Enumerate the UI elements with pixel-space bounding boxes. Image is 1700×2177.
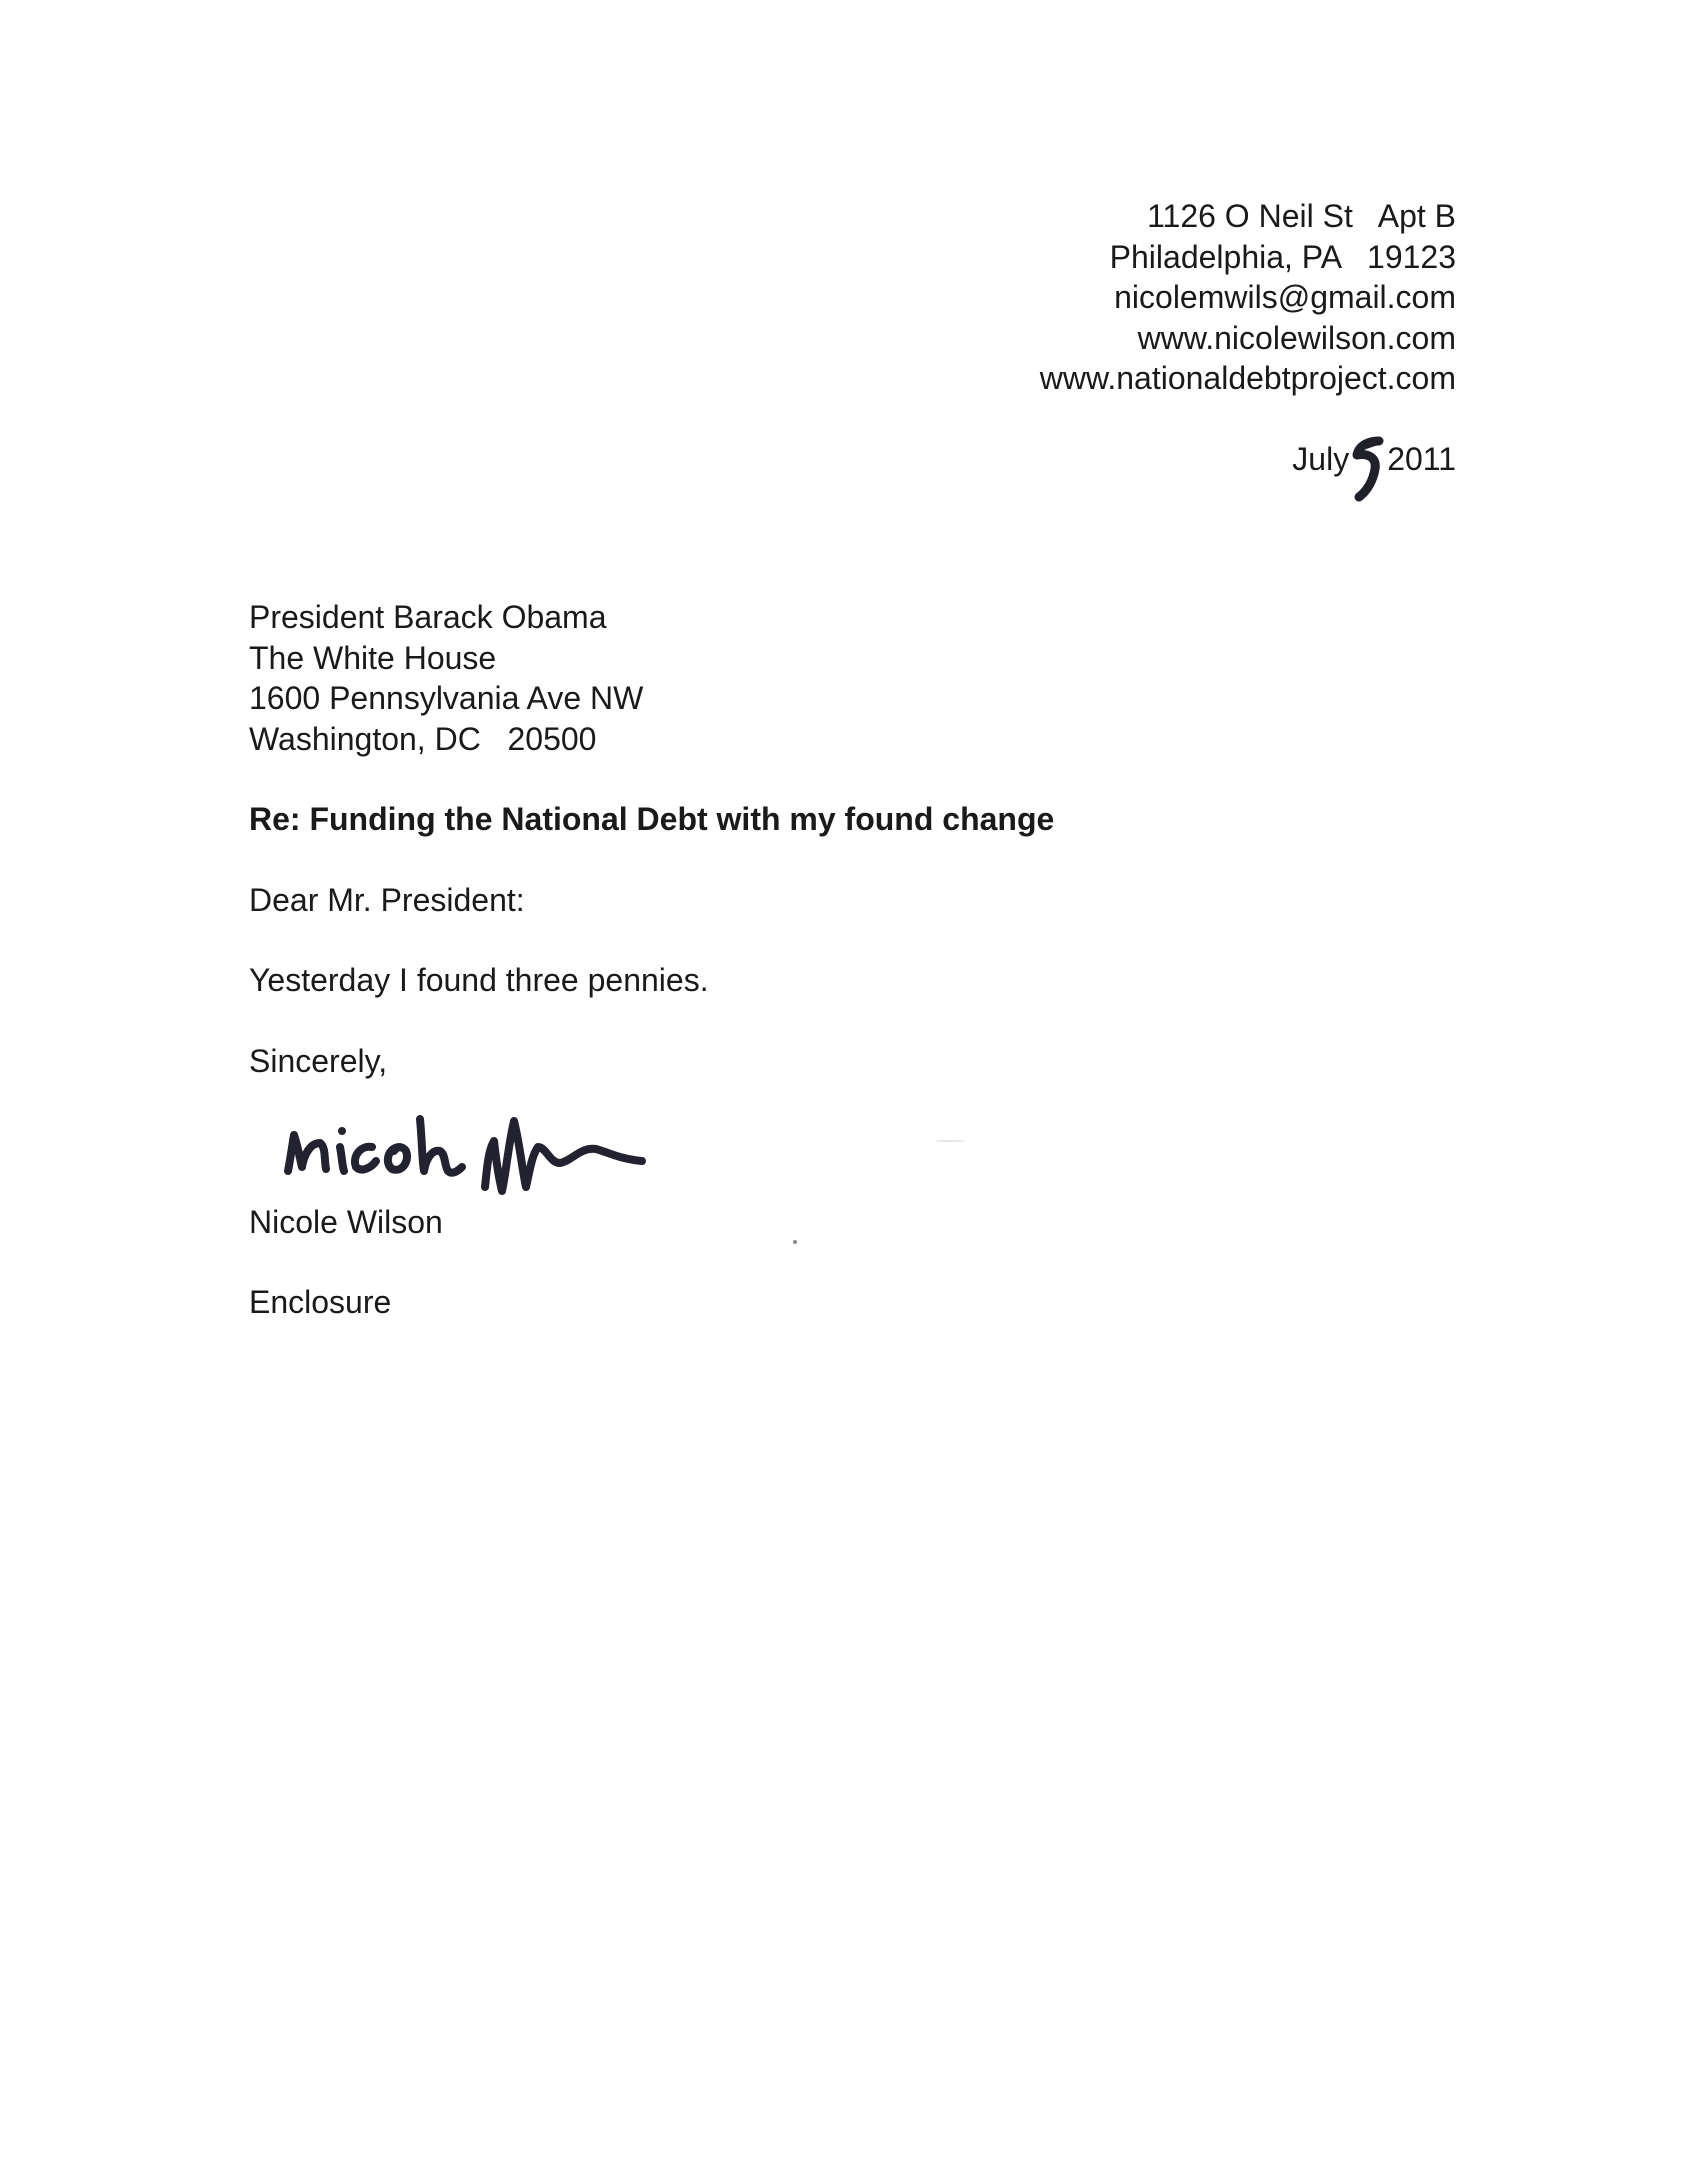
- recipient-org: The White House: [249, 639, 497, 676]
- paper-speck: [793, 1240, 797, 1244]
- salutation: Dear Mr. President:: [249, 882, 525, 918]
- recipient-city: Washington, DC 20500: [249, 720, 597, 757]
- recipient-address-block: [249, 597, 643, 759]
- recipient-name: President Barack Obama: [249, 599, 607, 635]
- signer-name: Nicole Wilson: [249, 1204, 443, 1240]
- handwritten-signature: [280, 1063, 750, 1213]
- sender-address-block: [1040, 196, 1456, 520]
- date-month: July: [1292, 441, 1350, 477]
- sender-email: nicolemwils@gmail.com: [1114, 279, 1456, 315]
- sender-city: Philadelphia, PA 19123: [1109, 238, 1456, 275]
- letter-body: Yesterday I found three pennies.: [249, 962, 709, 998]
- signature-dot: [338, 1127, 346, 1135]
- sender-website-project: www.nationaldebtproject.com: [1039, 360, 1456, 396]
- sender-website-personal: www.nicolewilson.com: [1137, 319, 1456, 356]
- sender-street: 1126 O Neil St Apt B: [1147, 198, 1456, 234]
- date-year: 2011: [1387, 441, 1456, 477]
- recipient-street: 1600 Pennsylvania Ave NW: [249, 680, 644, 716]
- closing: Sincerely,: [249, 1043, 388, 1079]
- enclosure-note: Enclosure: [249, 1284, 392, 1320]
- paper-speck: [935, 1140, 965, 1142]
- letter-date: [1040, 399, 1456, 521]
- subject-line: Re: Funding the National Debt with my found change: [249, 801, 1055, 837]
- handwritten-date-day: [1349, 439, 1387, 479]
